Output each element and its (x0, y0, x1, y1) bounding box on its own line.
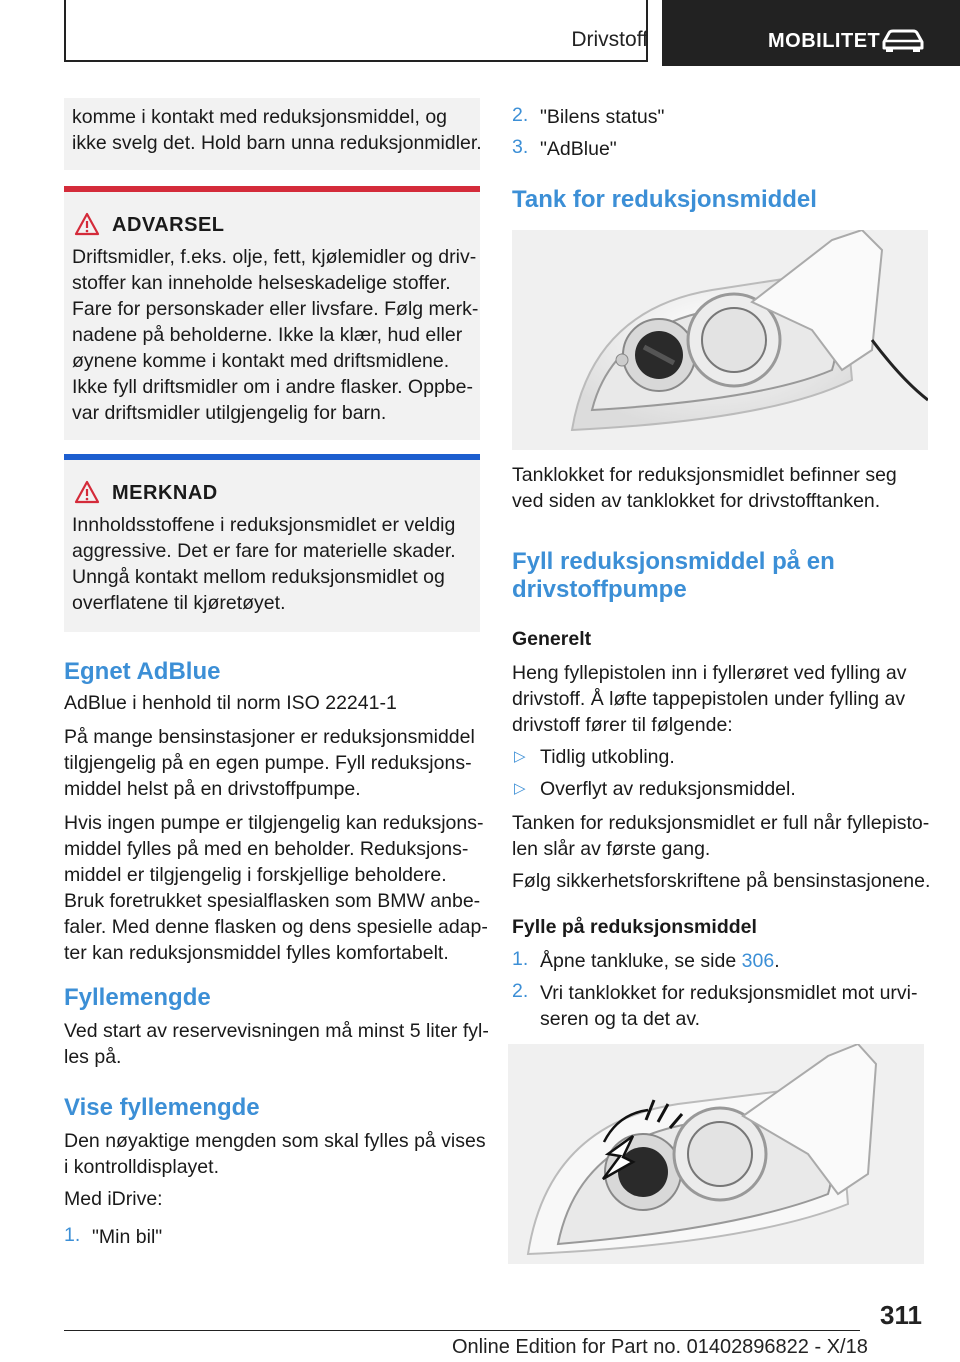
egnet-p2-2: tilgjengelig på en egen pumpe. Fyll reduksjons- (64, 752, 472, 774)
step-number: 1. (512, 948, 529, 970)
warning-line-1: Driftsmidler, f.eks. olje, fett, kjølemidler og driv- (72, 246, 477, 268)
egnet-p3-4: Bruk foretrukket spesialflasken som BMW anbe- (64, 890, 481, 912)
warning-line-4: nadene på beholderne. Ikke la klær, hud eller (72, 324, 463, 346)
section-title: Drivstoff (571, 28, 648, 51)
footer-edition: Online Edition for Part no. 01402896822 - X/18 (452, 1336, 868, 1358)
page-link-306[interactable]: 306 (741, 950, 775, 972)
vise-p-2: i kontrolldisplayet. (64, 1156, 219, 1178)
vise-p-1: Den nøyaktige mengden som skal fylles på vises (64, 1130, 486, 1152)
warning-line-3: Fare for personskader eller livsfare. Følg merk- (72, 298, 479, 320)
car-icon (880, 28, 926, 52)
generelt-p1-2: drivstoff. Å løfte tappepistolen under fylling av (512, 688, 906, 710)
fylle-step-2-line-2: seren og ta det av. (540, 1008, 701, 1030)
notice-line-1: Innholdsstoffene i reduksjonsmidlet er veldig (72, 514, 456, 536)
tank-cap-image (512, 230, 928, 450)
generelt-p1-3: drivstoff fører til følgende: (512, 714, 733, 736)
notice-line-4: overflatene til kjøretøyet. (72, 592, 286, 614)
intro-text-1: komme i kontakt med reduksjonsmiddel, og (72, 106, 448, 128)
heading-vise-fyllemengde: Vise fyllemengde (64, 1094, 260, 1121)
fylle-step-1-text: Åpne tankluke, se side (540, 950, 742, 972)
subheading-generelt: Generelt (512, 628, 592, 650)
bullet-1: Tidlig utkobling. (540, 746, 675, 768)
fyllemengde-p-2: les på. (64, 1046, 122, 1068)
egnet-p1: AdBlue i henhold til norm ISO 22241-1 (64, 692, 397, 714)
fylle-step-1-end: . (774, 950, 780, 972)
generelt-p3: Følg sikkerhetsforskriftene på bensinstasjonene. (512, 870, 931, 892)
subheading-fylle: Fylle på reduksjonsmiddel (512, 916, 757, 938)
intro-text-2: ikke svelg det. Hold barn unna reduksjonmidler. (72, 132, 482, 154)
egnet-p3-5: faler. Med denne flasken og dens spesielle adap- (64, 916, 488, 938)
generelt-p2-2: len slår av første gang. (512, 838, 711, 860)
step-2-text: "Bilens status" (540, 106, 665, 128)
step-3-text: "AdBlue" (540, 138, 617, 160)
step-number: 1. (64, 1224, 81, 1246)
egnet-p2-1: På mange bensinstasjoner er reduksjonsmiddel (64, 726, 475, 748)
heading-fyllemengde: Fyllemengde (64, 984, 211, 1011)
warning-line-6: Ikke fyll driftsmidler om i andre flasker. Oppbe- (72, 376, 473, 398)
egnet-p3-6: ter kan reduksjonsmiddel fylles komfortabelt. (64, 942, 449, 964)
warning-line-7: var driftsmidler utilgjengelig for barn. (72, 402, 387, 424)
heading-tank: Tank for reduksjonsmiddel (512, 186, 817, 213)
bullet-triangle-icon: ▷ (514, 780, 526, 797)
warning-triangle-icon (74, 212, 100, 236)
step-number: 3. (512, 136, 529, 158)
heading-egnet-adblue: Egnet AdBlue (64, 658, 221, 685)
chapter-title[interactable]: MOBILITET (768, 30, 881, 52)
generelt-p1-1: Heng fyllepistolen inn i fyllerøret ved fylling av (512, 662, 907, 684)
step-number: 2. (512, 980, 529, 1002)
egnet-p2-3: middel helst på en drivstoffpumpe. (64, 778, 361, 800)
tank-caption-1: Tanklokket for reduksjonsmidlet befinner seg (512, 464, 897, 486)
fylle-step-2-line-1: Vri tanklokket for reduksjonsmidlet mot urvi- (540, 982, 918, 1004)
bullet-triangle-icon: ▷ (514, 748, 526, 765)
warning-line-2: stoffer kan inneholde helseskadelige stoffer. (72, 272, 451, 294)
egnet-p3-3: middel er tilgjengelig i forskjellige beholdere. (64, 864, 447, 886)
warning-line-5: øynene komme i kontakt med driftsmidlene. (72, 350, 450, 372)
notice-line-3: Unngå kontakt mellom reduksjonsmidlet og (72, 566, 445, 588)
notice-triangle-icon (74, 480, 100, 504)
heading-fyll-line2: drivstoffpumpe (512, 576, 687, 603)
notice-title: MERKNAD (112, 482, 218, 504)
idrive-label: Med iDrive: (64, 1188, 163, 1210)
header-box (64, 0, 648, 62)
notice-line-2: aggressive. Det er fare for materielle skader. (72, 540, 456, 562)
step-1-text: "Min bil" (92, 1226, 163, 1248)
page-number: 311 (880, 1300, 922, 1330)
tank-caption-2: ved siden av tanklokket for drivstofftanken. (512, 490, 881, 512)
warning-title: ADVARSEL (112, 214, 225, 236)
step-number: 2. (512, 104, 529, 126)
egnet-p3-1: Hvis ingen pumpe er tilgjengelig kan reduksjons- (64, 812, 484, 834)
fylle-step-1 (540, 948, 780, 974)
tank-cap-rotate-image (508, 1044, 924, 1264)
generelt-p2-1: Tanken for reduksjonsmidlet er full når fyllepisto- (512, 812, 930, 834)
footer-divider (64, 1330, 860, 1331)
bullet-2: Overflyt av reduksjonsmiddel. (540, 778, 796, 800)
fyllemengde-p-1: Ved start av reservevisningen må minst 5 liter fyl- (64, 1020, 489, 1042)
heading-fyll-line1: Fyll reduksjonsmiddel på en (512, 548, 835, 575)
egnet-p3-2: middel fylles på med en beholder. Reduksjons- (64, 838, 469, 860)
